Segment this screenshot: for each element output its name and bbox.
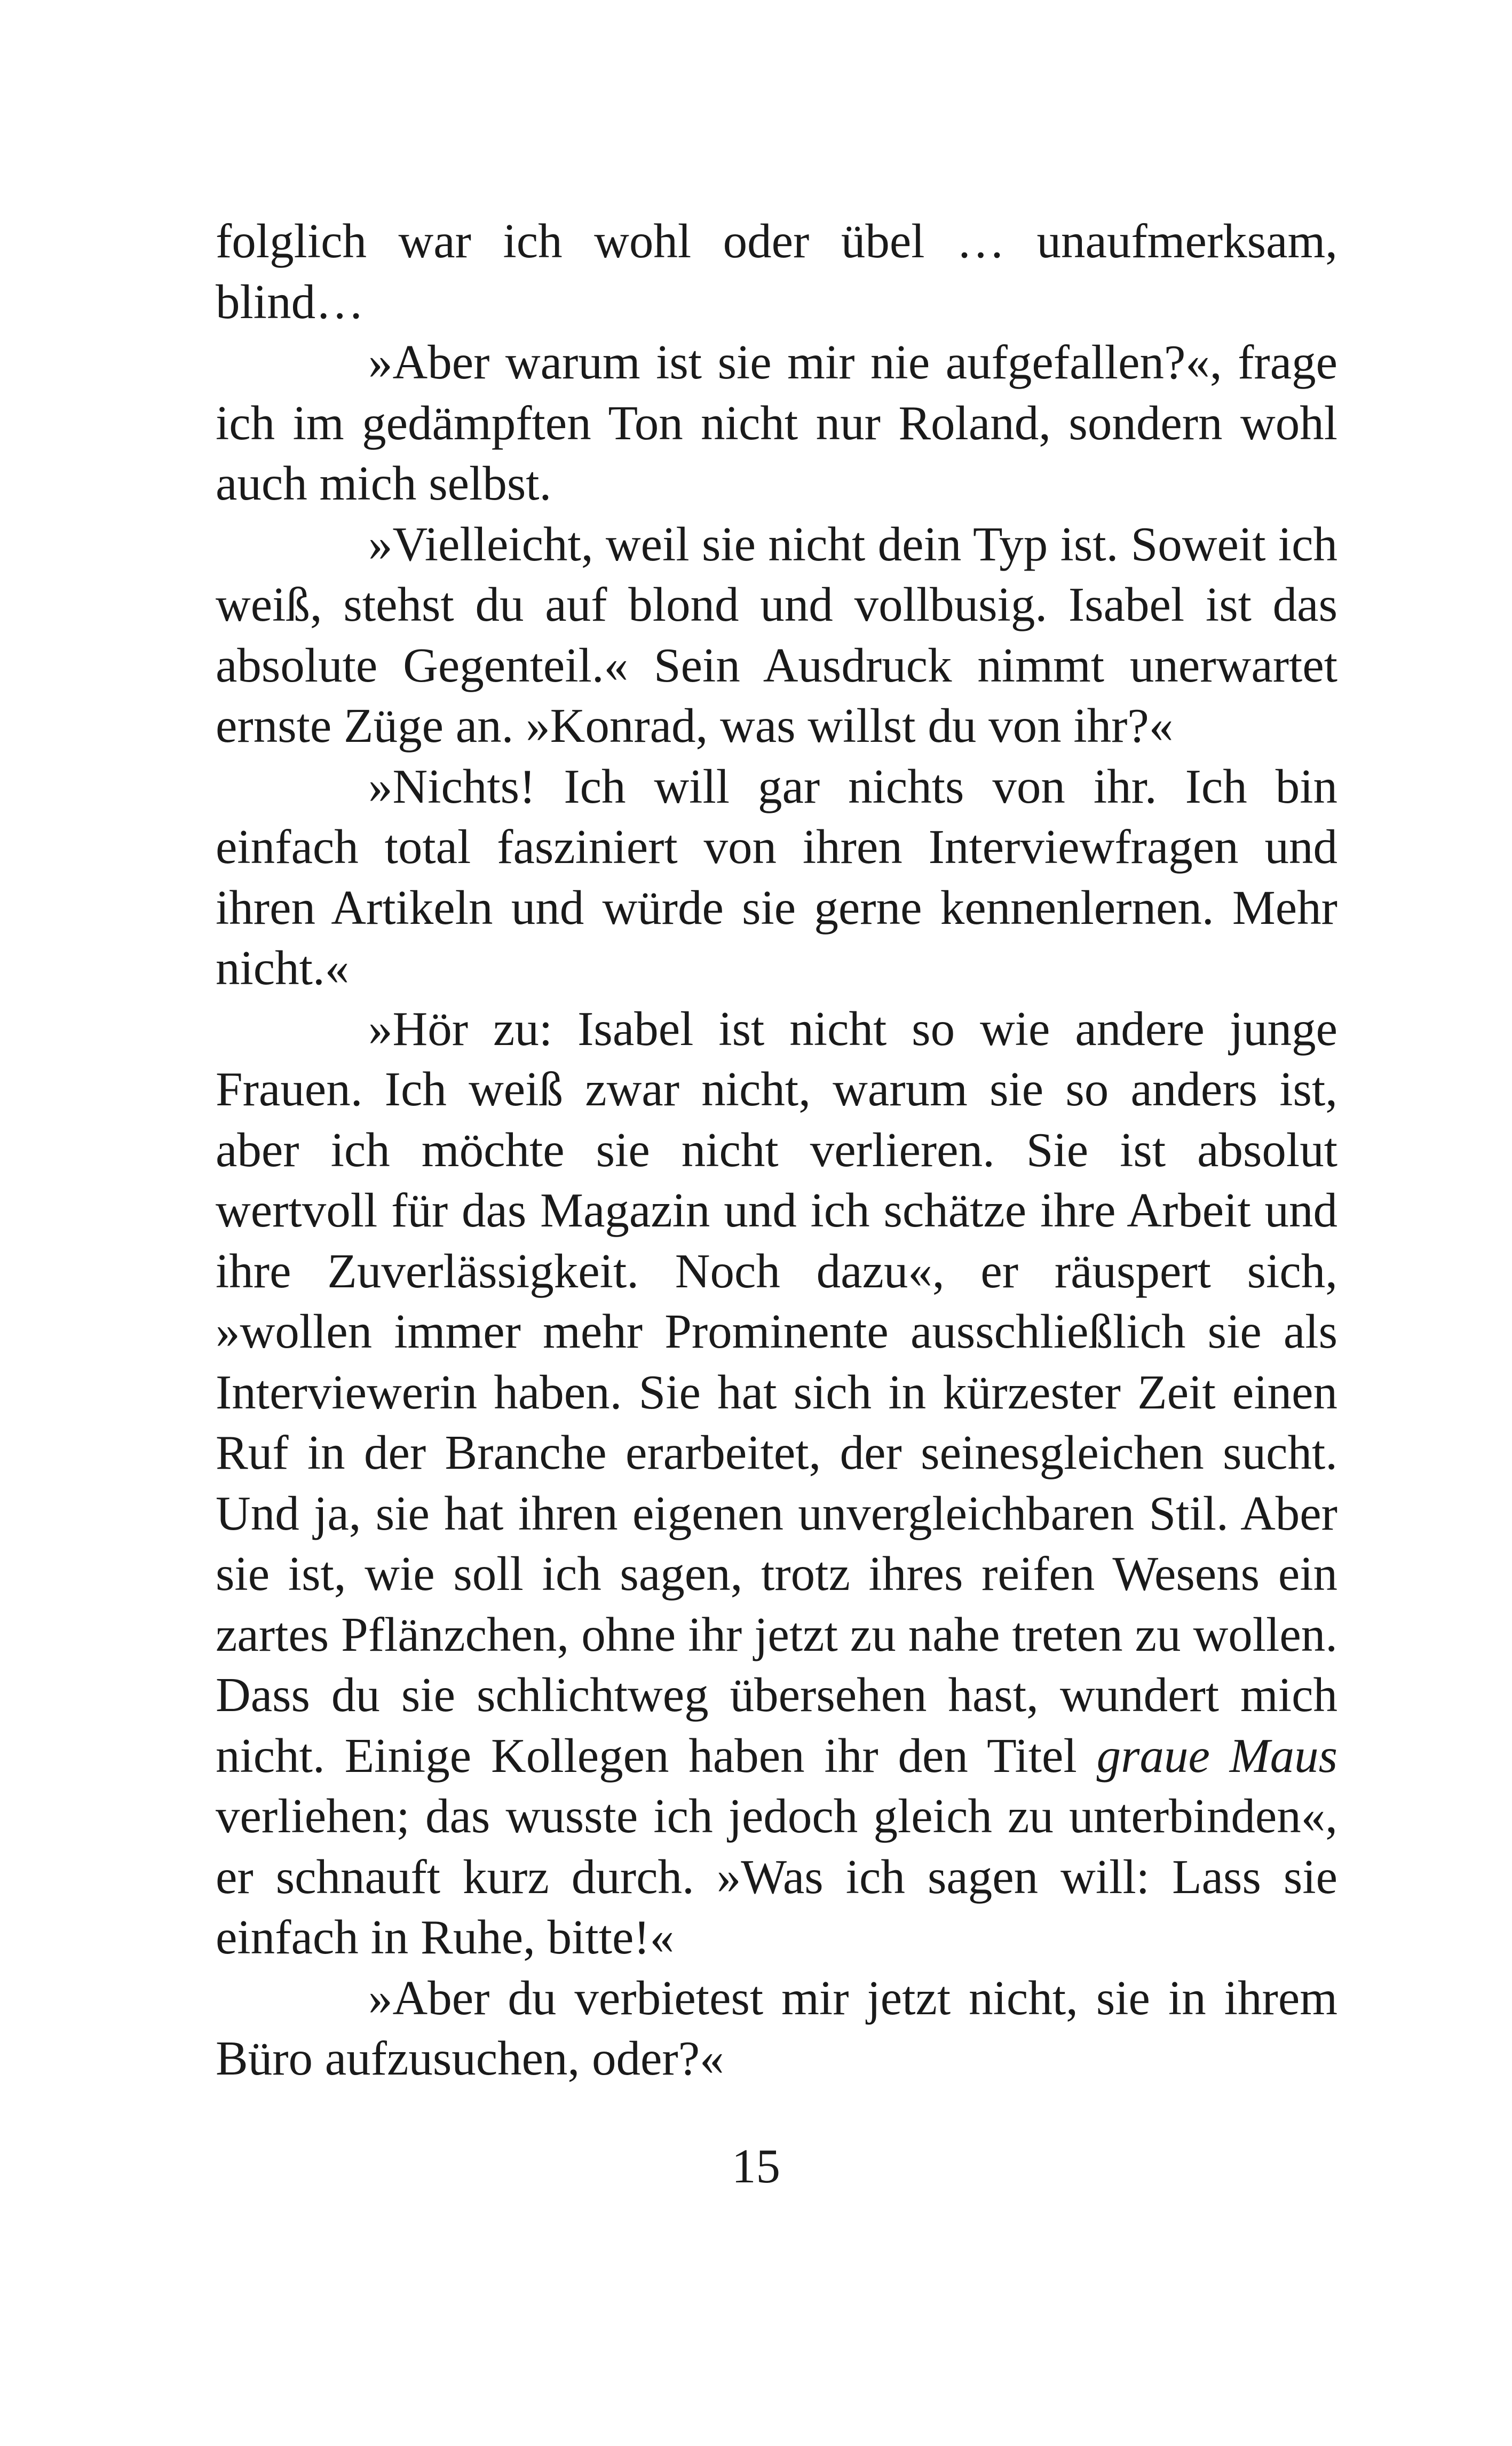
paragraph: »Aber du verbietest mir jetzt nicht, sie in ihrem Büro aufzusuchen, oder?« [216, 1970, 1337, 2085]
paragraph [216, 999, 1337, 1968]
emphasized-phrase: graue Maus [1096, 1728, 1337, 1783]
paragraph-text: verliehen; das wusste ich jedoch gleich zu unterbinden«, er schnauft kurz durch. »Was ich sagen will: Lass sie einfach in Ruhe, bitte!« [216, 1789, 1337, 1964]
paragraph: »Nichts! Ich will gar nichts von ihr. Ich bin einfach total fasziniert von ihren Interviewfragen und ihren Artikeln und würde sie gerne kennenlernen. Mehr nicht.« [216, 759, 1337, 995]
body-text [216, 211, 1337, 2089]
paragraph: »Aber warum ist sie mir nie aufgefallen?«, frage ich im gedämpften Ton nicht nur Roland, sondern wohl auch mich selbst. [216, 335, 1337, 510]
paragraph: folglich war ich wohl oder übel … unaufmerksam, blind… [216, 214, 1337, 329]
page-number: 15 [732, 2139, 780, 2193]
paragraph: »Vielleicht, weil sie nicht dein Typ ist. Soweit ich weiß, stehst du auf blond und vollbusig. Isabel ist das absolute Gegenteil.« Sein Ausdruck nimmt unerwartet ernste Züge an. »Konrad, was willst du von ihr?« [216, 517, 1337, 753]
paragraph-text: »Hör zu: Isabel ist nicht so wie andere junge Frauen. Ich weiß zwar nicht, warum sie so anders ist, aber ich möchte sie nicht verlieren. Sie ist absolut wertvoll für das Magazin und ich schätze ihre Arbeit und ihre Zuverlässigkeit. Noch dazu«, er räuspert sich, »wollen immer mehr Prominente ausschließlich sie als Interviewerin haben. Sie hat sich in kürzester Zeit einen Ruf in der Branche erarbeitet, der seinesgleichen sucht. Und ja, sie hat ihren eigenen unvergleichbaren Stil. Aber sie ist, wie soll ich sagen, trotz ihres reifen Wesens ein zartes Pflänzchen, ohne ihr jetzt zu nahe treten zu wollen. Dass du sie schlichtweg übersehen hast, wundert mich nicht. Einige Kollegen haben ihr den Titel [216, 1001, 1337, 1783]
